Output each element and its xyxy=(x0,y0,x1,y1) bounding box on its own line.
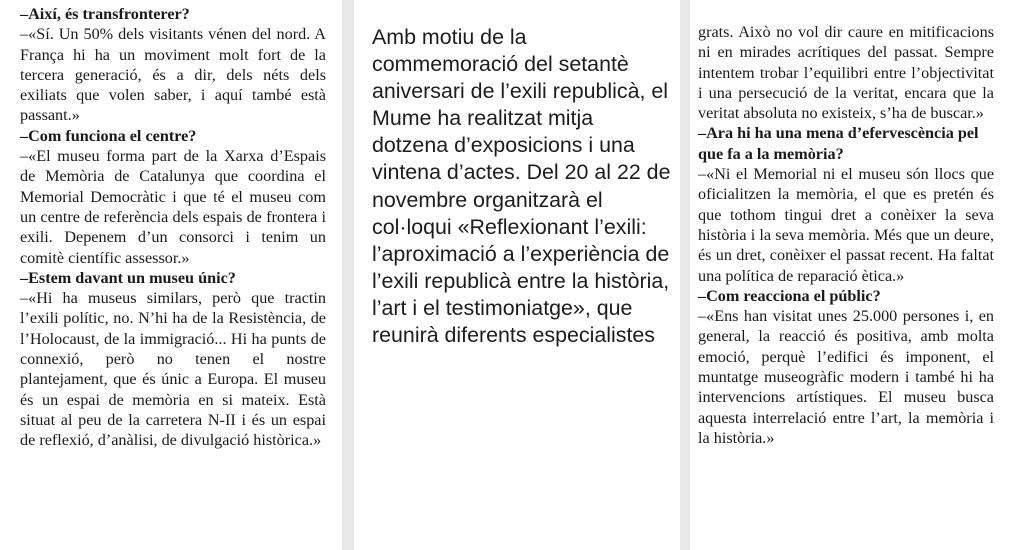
interview-answer: grats. Això no vol dir caure en mitificacions ni en mirades acrítiques del passat. Sempre intentem trobar l’equilibri entre l’objectivitat i una persecució de la veritat, encara que la veritat absoluta no existeix, s’ha de buscar.» xyxy=(698,23,994,123)
column-divider-left xyxy=(342,0,354,550)
interview-question: –Així, és transfronterer? xyxy=(20,5,190,23)
interview-question: –Ara hi ha una mena d’efervescència pel que fa a la memòria? xyxy=(698,124,979,163)
interview-answer: –«Ni el Memorial ni el museu són llocs que oficialitzen la memòria, el que es pretén és que tothom tingui dret a conèixer la seva història i la seva memòria. Més que un deure, és un dret, conèixer el passat recent. Ha faltat una política de reparació ètica.» xyxy=(698,165,994,285)
article-column-right xyxy=(698,22,994,448)
interview-question: –Com reacciona el públic? xyxy=(698,286,881,305)
interview-answer: –«El museu forma part de la Xarxa d’Espais de Memòria de Catalunya que coordina el Memorial Democràtic i que té el museu com un centre de referència dels espais de frontera i exili. Depenem d’un consorci i tenim un comitè científic assessor.» xyxy=(20,147,326,267)
pullquote-text: Amb motiu de la commemoració del setantè aniversari de l’exili republicà, el Mume ha realitzat mitja dotzena d’exposicions i una vintena d’actes. Del 20 al 22 de novembre organitzarà el col·loqui «Reflexionant l’exili: l’aproximació a l’experiència de l’exili republicà entre la història, l’art i el testimoniatge», que reunirà diferents especialistes xyxy=(372,25,671,348)
interview-answer: –«Ens han visitat unes 25.000 persones i, en general, la reacció és positiva, amb molta emoció, perquè l’edifici és imponent, el muntatge museogràfic modern i també hi ha intervencions artístiques. El museu busca aquesta interrelació entre l’art, la memòria i la història.» xyxy=(698,307,994,447)
interview-question: –Com funciona el centre? xyxy=(20,126,197,145)
column-divider-right xyxy=(680,0,690,550)
interview-question: –Estem davant un museu únic? xyxy=(20,268,236,287)
article-column-left xyxy=(20,4,326,451)
interview-answer: –«Hi ha museus similars, però que tractin l’exili polític, no. N’hi ha de la Resistència, de l’Holocaust, de la immigració... Hi ha punts de connexió, però no tenen el nostre plantejament, que és únic a Europa. El museu és un espai de memòria en si mateix. Està situat al peu de la carretera N-II i és un espai de reflexió, d’anàlisi, de divulgació històrica.» xyxy=(20,289,326,450)
interview-answer: –«Sí. Un 50% dels visitants vénen del nord. A França hi ha un moviment molt fort de la tercera generació, és a dir, dels néts dels exiliats que volen saber, i aquí també està passant.» xyxy=(20,25,326,125)
pullquote-box xyxy=(354,0,680,550)
